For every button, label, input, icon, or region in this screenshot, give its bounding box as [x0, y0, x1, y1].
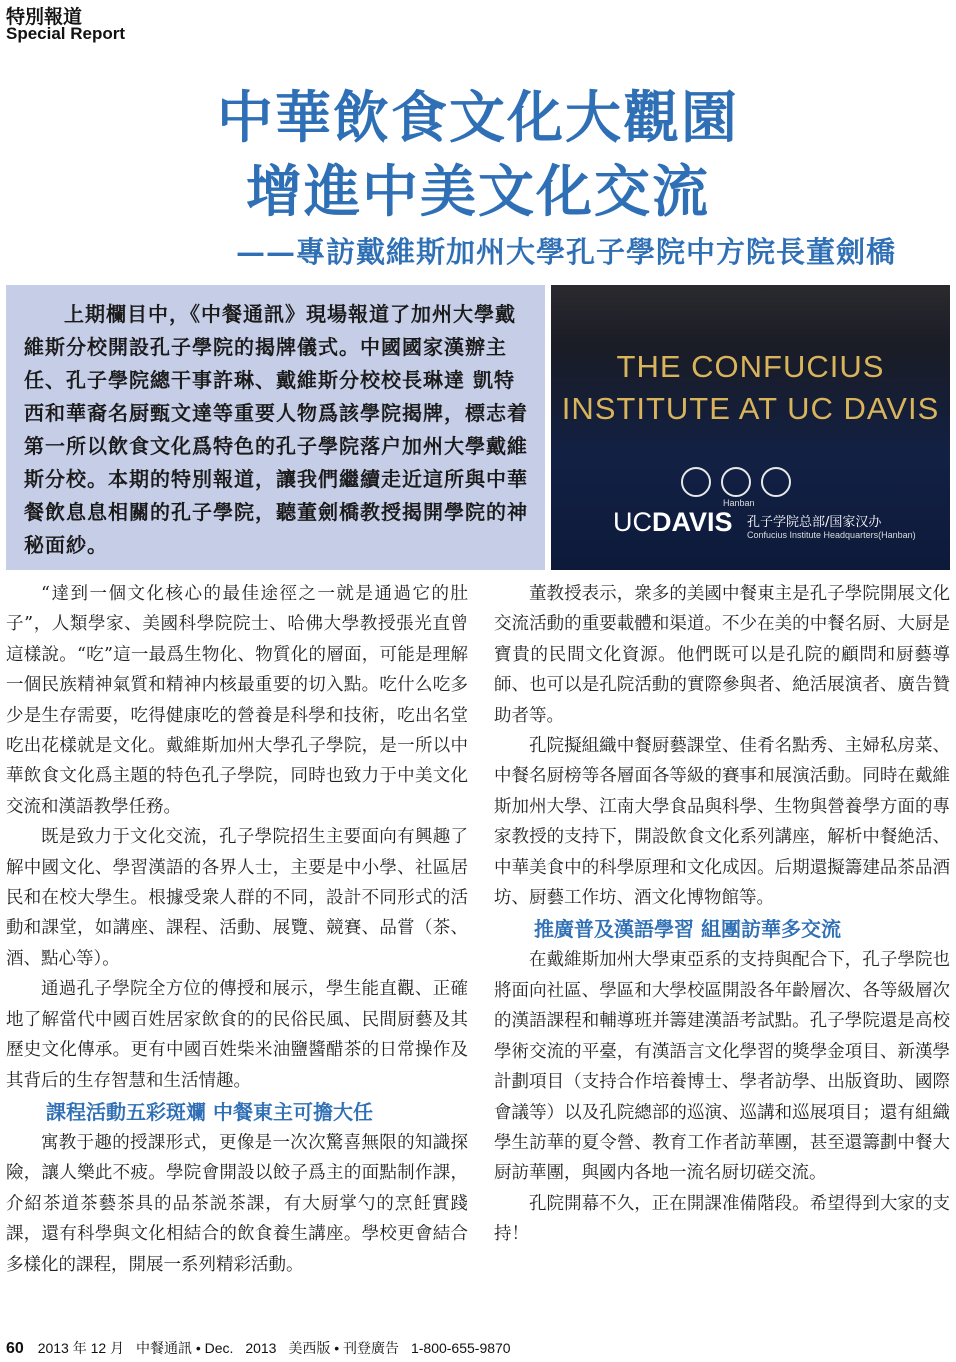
footer-publication: 中餐通訊 • Dec.	[135, 1340, 234, 1356]
section-label-en: Special Report	[6, 24, 126, 43]
intro-text: 上期欄目中，《中餐通訊》現場報道了加州大學戴維斯分校開設孔子學院的揭牌儀式。中國國家漢辦主任、孔子學院總干事許琳、戴維斯分校校長琳達 凱特西和華裔名厨甄文達等重要人物爲該學院揭牌，標志着第一所以飲食文化爲特色的孔子學院落户加州大學戴維斯分校。本期的特別報道，讓我們繼續走近這所與中華餐飲息息相關的孔子學院，聽董劍橋教授揭開學院的神秘面紗。	[24, 302, 528, 557]
subtitle: ——專訪戴維斯加州大學孔子學院中方院長董劍橋	[235, 235, 896, 269]
section-heading: 推廣普及漢語學習 組團訪華多交流	[534, 917, 841, 942]
section-heading: 課程活動五彩斑斕 中餐東主可擔大任	[46, 1099, 373, 1124]
uc-text: UC	[613, 507, 652, 537]
footer-phone: 1-800-655-9870	[410, 1340, 511, 1356]
photo-sign-line-1: THE CONFUCIUS	[616, 349, 885, 384]
footer-edition: 美西版 • 刊登廣告	[288, 1340, 400, 1356]
paragraph: 孔院開幕不久，正在開課准備階段。希望得到大家的支持！	[494, 1193, 950, 1245]
paragraph: 在戴維斯加州大學東亞系的支持與配合下，孔子學院也將面向社區、學區和大學校區開設各年齡層次、各等級層次的漢語課程和輔導班并籌建漢語考試點。孔子學院還是高校學術交流的平臺，有漢語言文化學習的獎學金項目、新漢學計劃項目（支持合作培養博士、學者訪學、出版資助、國際會議等）以及孔院總部的巡演、巡講和巡展項目；還有組織學生訪華的夏令營、教育工作者訪華團，甚至還籌劃中餐大厨訪華團，與國内各地一流名厨切磋交流。	[494, 950, 950, 1184]
right-column	[494, 579, 950, 1250]
hanban-logo-icon	[721, 467, 751, 497]
paragraph: 通過孔子學院全方位的傳授和展示，學生能直觀、正確地了解當代中國百姓居家飲食的的民俗民風、民間厨藝及其歷史文化傳承。更有中國百姓柴米油鹽醬醋茶的日常操作及其背后的生存智慧和生活情趣。	[6, 979, 468, 1091]
university-seal-icon	[761, 467, 791, 497]
left-column	[6, 579, 468, 1280]
photo-sign-line-2: INSTITUTE AT UC DAVIS	[561, 391, 940, 426]
hanban-label: Hanban	[723, 498, 755, 508]
davis-text: DAVIS	[652, 507, 733, 537]
hq-label-cn: 孔子学院总部/国家汉办	[747, 515, 882, 530]
paragraph: “達到一個文化核心的最佳途徑之一就是通過它的肚子”，人類學家、美國科學院院士、哈佛大學教授張光直曾這樣說。“吃”這一最爲生物化、物質化的層面，可能是理解一個民族精神氣質和精神内核最重要的切入點。吃什么吃多少是生存需要，吃得健康吃的營養是科學和技術，吃出名堂吃出花樣就是文化。戴維斯加州大學孔子學院，是一所以中華飲食文化爲主題的特色孔子學院，同時也致力于中美文化交流和漢語教學任務。	[6, 584, 468, 817]
section-label-cn: 特別報道	[6, 6, 83, 28]
headline-line-2: 增進中美文化交流	[246, 159, 710, 225]
paragraph: 既是致力于文化交流，孔子學院招生主要面向有興趣了解中國文化、學習漢語的各界人士，主要是中小學、社區居民和在校大學生。根據受衆人群的不同，設計不同形式的活動和課堂，如講座、課程、活動、展覽、競賽、品嘗（茶、酒、點心等）。	[6, 827, 468, 969]
paragraph: 董教授表示，衆多的美國中餐東主是孔子學院開展文化交流活動的重要載體和渠道。不少在美的中餐名厨、大厨是寶貴的民間文化資源。他們既可以是孔院的顧問和厨藝導師、也可以是孔院活動的實際參與者、絶活展演者、廣告贊助者等。	[494, 584, 950, 726]
paragraph: 孔院擬組織中餐厨藝課堂、佳肴名點秀、主婦私房菜、中餐名厨榜等各層面各等級的賽事和展演活動。同時在戴維斯加州大學、江南大學食品與科學、生物與營養學方面的專家教授的支持下，開設飲食文化系列講座，解析中餐絶活、中華美食中的科學原理和文化成因。后期還擬籌建品茶品酒坊、厨藝工作坊、酒文化博物館等。	[494, 736, 950, 909]
page-footer	[6, 1338, 519, 1358]
hq-label-en: Confucius Institute Headquarters(Hanban)	[747, 530, 916, 540]
paragraph: 寓教于趣的授課形式，更像是一次次驚喜無限的知識探險，讓人樂此不疲。學院會開設以餃子爲主的面點制作課，介紹茶道茶藝茶具的品茶説茶課，有大厨掌勺的烹飪實踐課，還有科學與文化相結合的飲食養生講座。學校更會結合多樣化的課程，開展一系列精彩活動。	[6, 1132, 468, 1275]
confucius-institute-photo	[551, 285, 950, 570]
page-number: 60	[6, 1340, 24, 1357]
footer-year: 2013	[245, 1340, 277, 1356]
ucdavis-logo	[613, 507, 733, 538]
logo-row	[681, 467, 791, 497]
institute-logo-icon	[681, 467, 711, 497]
footer-date: 2013 年 12 月	[37, 1340, 125, 1356]
intro-box	[6, 285, 545, 570]
headline-line-1: 中華飲食文化大觀園	[217, 85, 739, 151]
